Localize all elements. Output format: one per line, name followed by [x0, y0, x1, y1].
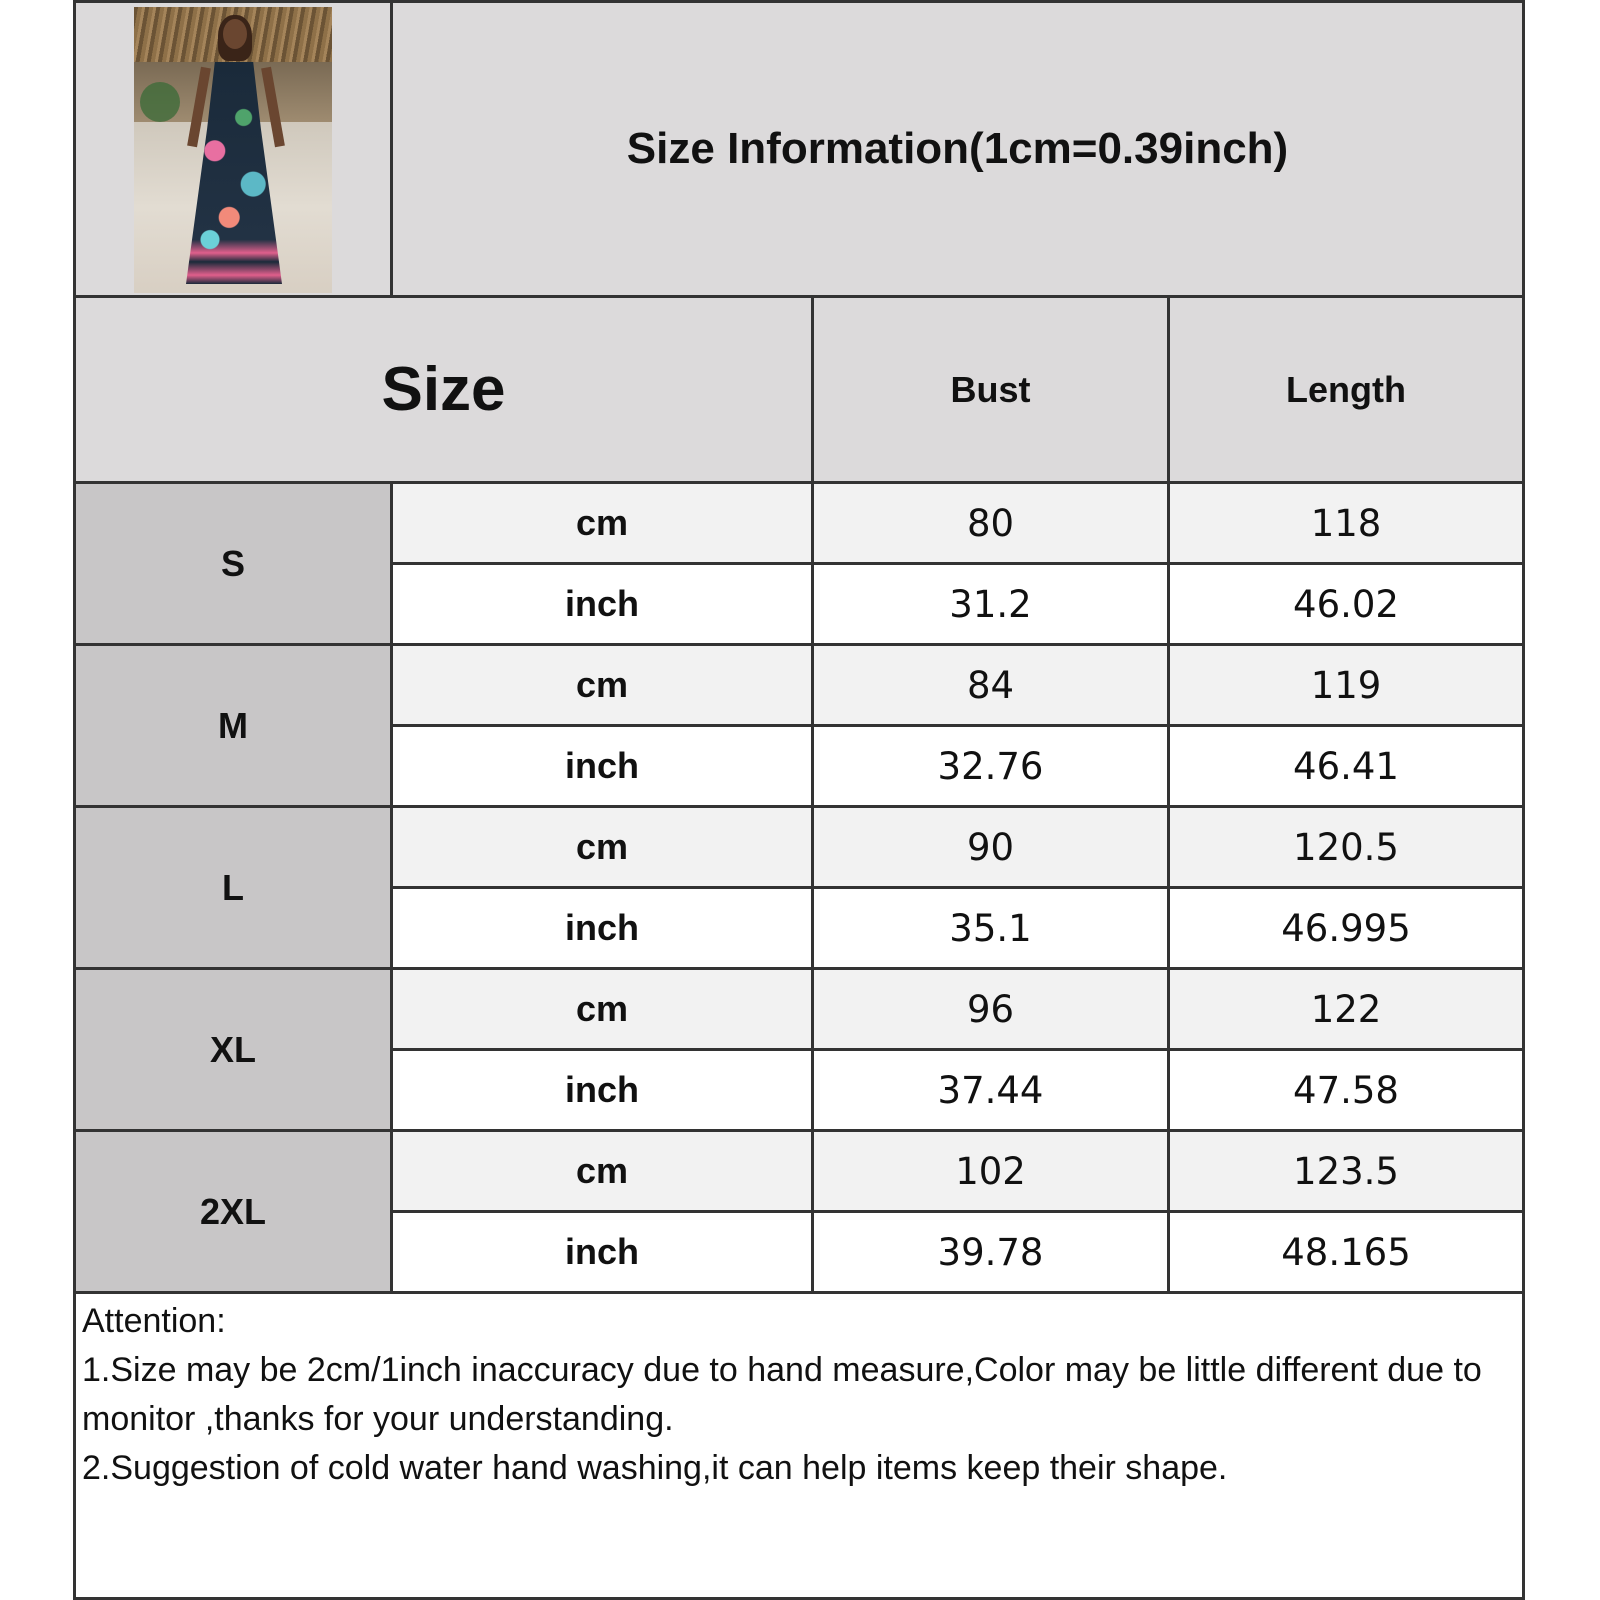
unit-label: cm	[575, 988, 629, 1029]
attention-notes	[76, 1297, 1522, 1493]
bust-value: 31.2	[949, 582, 1032, 626]
product-photo	[134, 7, 332, 293]
length-value: 46.995	[1281, 906, 1411, 950]
length-header: Length	[1286, 368, 1406, 410]
size-label-cell	[73, 481, 393, 646]
unit-label: cm	[575, 826, 629, 867]
bust-value-cell	[811, 886, 1170, 970]
bust-value-cell	[811, 562, 1170, 646]
length-value-cell	[1167, 562, 1525, 646]
length-value-cell	[1167, 1210, 1525, 1294]
length-value: 123.5	[1293, 1149, 1399, 1193]
unit-cell	[390, 643, 814, 727]
length-value: 48.165	[1281, 1230, 1411, 1274]
bust-header-cell	[811, 295, 1170, 484]
notes-heading: Attention:	[82, 1302, 226, 1340]
unit-label: cm	[575, 664, 629, 705]
length-value: 120.5	[1293, 825, 1399, 869]
page-title: Size Information(1cm=0.39inch)	[626, 124, 1289, 173]
length-value-cell	[1167, 1048, 1525, 1132]
bust-value: 80	[966, 501, 1015, 545]
title-cell	[390, 0, 1525, 298]
length-value: 119	[1310, 663, 1382, 707]
size-label-cell	[73, 1129, 393, 1294]
size-header: Size	[381, 355, 506, 424]
length-value-cell	[1167, 481, 1525, 565]
bust-value-cell	[811, 1048, 1170, 1132]
length-value-cell	[1167, 1129, 1525, 1213]
length-value: 46.02	[1293, 582, 1399, 626]
length-value: 47.58	[1293, 1068, 1399, 1112]
length-value: 118	[1310, 501, 1382, 545]
unit-cell	[390, 967, 814, 1051]
product-photo-cell	[73, 0, 393, 298]
unit-cell	[390, 1048, 814, 1132]
bust-value: 32.76	[937, 744, 1044, 788]
length-value-cell	[1167, 967, 1525, 1051]
unit-cell	[390, 562, 814, 646]
bust-value: 102	[955, 1149, 1026, 1193]
length-header-cell	[1167, 295, 1525, 484]
size-label: S	[220, 542, 245, 584]
length-value-cell	[1167, 886, 1525, 970]
unit-label: inch	[564, 907, 639, 948]
unit-cell	[390, 724, 814, 808]
bust-value: 35.1	[949, 906, 1032, 950]
size-label-cell	[73, 643, 393, 808]
unit-cell	[390, 1210, 814, 1294]
length-value-cell	[1167, 805, 1525, 889]
unit-cell	[390, 1129, 814, 1213]
bust-value-cell	[811, 967, 1170, 1051]
size-label-cell	[73, 805, 393, 970]
size-label: 2XL	[199, 1190, 267, 1232]
bust-value-cell	[811, 1210, 1170, 1294]
bust-value-cell	[811, 805, 1170, 889]
unit-label: inch	[564, 1069, 639, 1110]
unit-label: inch	[564, 745, 639, 786]
unit-label: cm	[575, 502, 629, 543]
notes-line-2: 2.Suggestion of cold water hand washing,it can help items keep their shape.	[82, 1449, 1228, 1487]
length-value: 122	[1310, 987, 1382, 1031]
size-label-cell	[73, 967, 393, 1132]
unit-label: inch	[564, 1231, 639, 1272]
bust-value: 39.78	[937, 1230, 1044, 1274]
unit-cell	[390, 805, 814, 889]
size-label: M	[218, 704, 248, 746]
bust-value-cell	[811, 1129, 1170, 1213]
bust-value: 96	[966, 987, 1015, 1031]
bust-value-cell	[811, 481, 1170, 565]
size-label: L	[222, 866, 244, 908]
bust-value-cell	[811, 724, 1170, 808]
length-value-cell	[1167, 724, 1525, 808]
size-label: XL	[209, 1028, 256, 1070]
bust-header: Bust	[950, 368, 1031, 410]
bust-value: 90	[966, 825, 1015, 869]
size-header-cell	[73, 295, 814, 484]
length-value: 46.41	[1293, 744, 1399, 788]
unit-cell	[390, 886, 814, 970]
bust-value: 84	[966, 663, 1015, 707]
notes-line-1: 1.Size may be 2cm/1inch inaccuracy due to hand measure,Color may be little different due to monitor ,thanks for your understanding.	[82, 1351, 1482, 1438]
bust-value-cell	[811, 643, 1170, 727]
unit-label: cm	[575, 1150, 629, 1191]
length-value-cell	[1167, 643, 1525, 727]
bust-value: 37.44	[937, 1068, 1044, 1112]
unit-label: inch	[564, 583, 639, 624]
unit-cell	[390, 481, 814, 565]
